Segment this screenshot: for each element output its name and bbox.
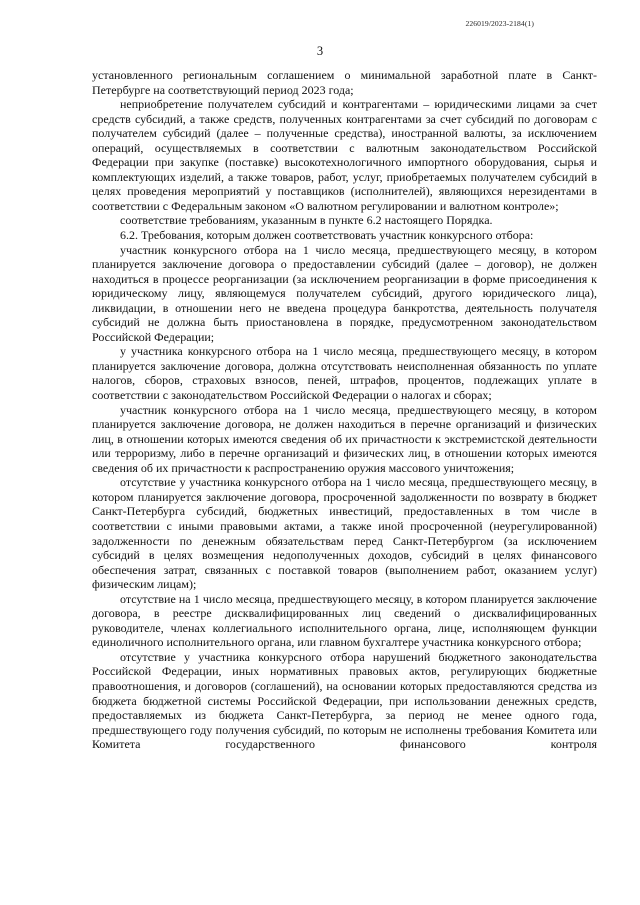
paragraph-no-overdue-debt: отсутствие у участника конкурсного отбора на 1 число месяца, предшествующего месяцу, в котором планируется заключение договора, просроченной задолженности по возврату в бюджет Санкт-Петербурга субсидий, бюджетных инвестиций, предоставленных в том числе в соответствии с иными правовыми актами, а также иной просроченной (неурегулированной) задолженности по денежным обязательствам перед Санкт-Петербургом (за исключением субсидий в целях возмещения недополученных доходов, субсидий в целях финансового обеспечения затрат, связанных с поставкой товаров (выполнением работ, оказанием услуг) физическим лицам); (92, 475, 597, 592)
paragraph-no-tax-debt: у участника конкурсного отбора на 1 число месяца, предшествующего месяцу, в котором планируется заключение договора, должна отсутствовать неисполненная обязанность по уплате налогов, сборов, страховых взносов, пеней, штрафов, процентов, подлежащих уплате в соответствии с законодательством Российской Федерации о налогах и сборах; (92, 344, 597, 403)
paragraph-compliance-6-2: соответствие требованиям, указанным в пункте 6.2 настоящего Порядка. (120, 213, 493, 228)
document-registration-number: 226019/2023-2184(1) (465, 19, 534, 28)
paragraph-not-in-extremist-list: участник конкурсного отбора на 1 число месяца, предшествующего месяцу, в котором планируется заключение договора, не должен находиться в перечне организаций и физических лиц, в отношении которых имеются сведения об их причастности к экстремистской деятельности или терроризму, либо в перечне организаций и физических лиц, в отношении которых имеются сведения об их причастности к распространению оружия массового уничтожения; (92, 402, 597, 475)
document-body (92, 68, 597, 752)
paragraph-section-6-2-heading: 6.2. Требования, которым должен соответствовать участник конкурсного отбора: (120, 228, 534, 243)
paragraph-foreign-currency: неприобретение получателем субсидий и контрагентами – юридическими лицами за счет средств субсидий, а также средств, полученных контрагентами за счет субсидий по договорам с получателем субсидий (далее – полученные средства), иностранной валюты, за исключением операций, осуществляемых в соответствии с валютным законодательством Российской Федерации при закупке (поставке) высокотехнологичного импортного оборудования, сырья и комплектующих изделий, а также товаров, работ, услуг, приобретаемых получателем субсидий в целях проведения мероприятий у поставщиков (исполнителей), являющихся нерезидентами в соответствии с Федеральным законом «О валютном регулировании и валютном контроле»; (92, 97, 597, 213)
paragraph-continuation: установленного региональным соглашением о минимальной заработной плате в Санкт-Петербурге на соответствующий период 2023 года; (92, 68, 597, 97)
paragraph-no-reorganization: участник конкурсного отбора на 1 число месяца, предшествующего месяцу, в котором планируется заключение договора о предоставлении субсидий (далее – договор), не должен находиться в процессе реорганизации (за исключением реорганизации в форме присоединения к юридическому лицу, являющемуся получателем субсидий, другого юридического лица), ликвидации, в отношении него не введена процедура банкротства, деятельность получателя субсидий не должна быть приостановлена в порядке, предусмотренном законодательством Российской Федерации; (92, 242, 597, 344)
paragraph-no-disqualified-persons: отсутствие на 1 число месяца, предшествующего месяцу, в котором планируется заключение договора, в реестре дисквалифицированных лиц сведений о дисквалифицированных руководителе, членах коллегиального исполнительного органа, лице, исполняющем функции единоличного исполнительного органа, или главном бухгалтере участника конкурсного отбора; (92, 591, 597, 650)
paragraph-no-budget-violations: отсутствие у участника конкурсного отбора нарушений бюджетного законодательства Российской Федерации, иных нормативных правовых актов, регулирующих бюджетные правоотношения, и договоров (соглашений), на основании которых предоставляются средства из бюджета бюджетной системы Российской Федерации, при использовании денежных средств, предоставляемых из бюджета Санкт-Петербурга, за период не менее одного года, предшествующего году получения субсидий, по которым не исполнены требования Комитета или Комитета государственного финансового контроля (92, 649, 597, 752)
page-number: 3 (316, 44, 324, 58)
